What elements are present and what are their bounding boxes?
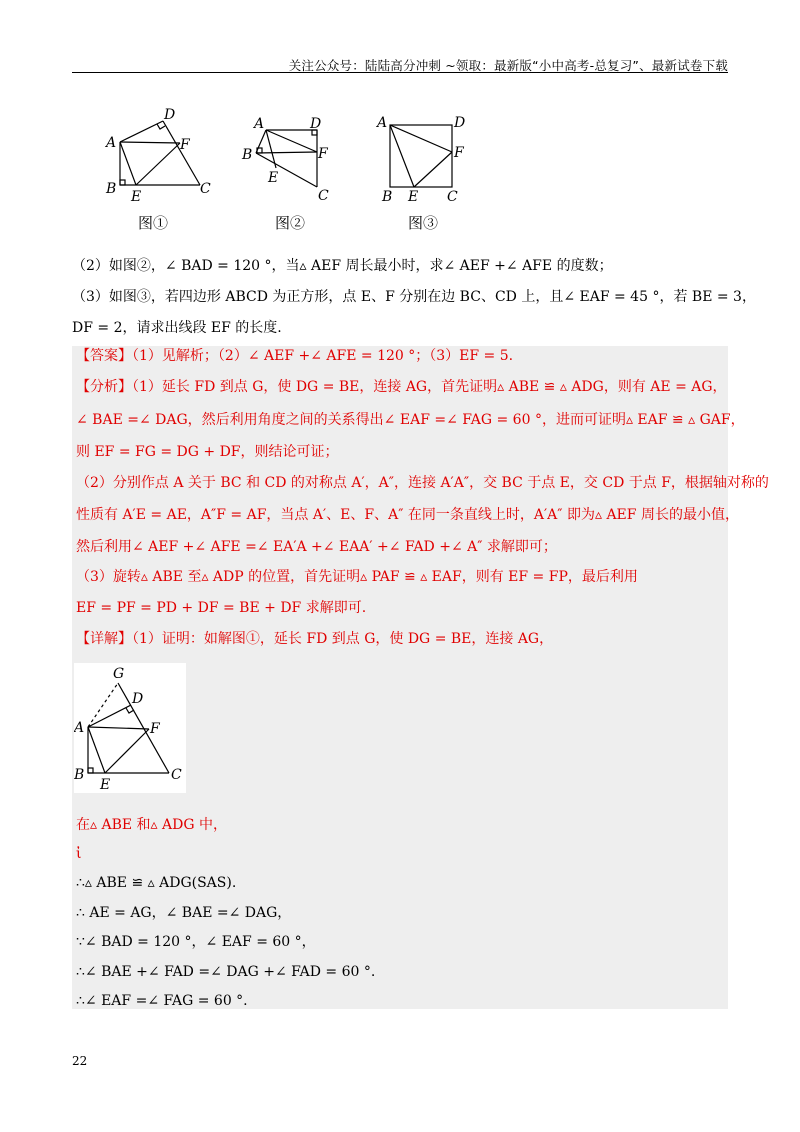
fig2-label-a: A bbox=[254, 116, 265, 132]
fig1-label-e: E bbox=[131, 189, 142, 205]
fig3-label-e: E bbox=[408, 189, 419, 205]
figure-1-caption: 图① bbox=[138, 214, 169, 232]
figure-2-caption: 图② bbox=[275, 214, 306, 232]
fig4-label-b: B bbox=[74, 767, 85, 783]
fig1-label-a: A bbox=[106, 135, 117, 151]
detail-line-6: ∴∠ BAE +∠ FAD =∠ DAG +∠ FAD = 60 °. bbox=[76, 964, 376, 980]
detail-tag: 【详解】 bbox=[76, 631, 132, 647]
detail-line-5: ∵∠ BAD = 120 °，∠ EAF = 60 °， bbox=[76, 934, 316, 950]
detail-line-intro bbox=[76, 629, 553, 649]
fig4-label-d: D bbox=[132, 691, 144, 707]
detail-line-1: 在▵ ABE 和▵ ADG 中， bbox=[76, 817, 227, 833]
header-rule bbox=[72, 72, 728, 73]
detail-line-2: ἰ bbox=[76, 846, 82, 862]
analysis-line-5: 性质有 A′E = AE，A″F = AF，当点 A′、E、F、A″ 在同一条直线上时，A′A″ 即为▵ AEF 周长的最小值， bbox=[76, 507, 739, 523]
fig3-label-c: C bbox=[447, 189, 458, 205]
fig3-label-d: D bbox=[454, 115, 466, 131]
figure-2 bbox=[237, 112, 347, 207]
analysis-tag: 【分析】 bbox=[76, 379, 132, 395]
fig3-label-a: A bbox=[377, 115, 388, 131]
detail-line-4: ∴ AE = AG，∠ BAE =∠ DAG， bbox=[76, 905, 292, 921]
fig2-label-b: B bbox=[242, 147, 253, 163]
fig4-label-c: C bbox=[171, 767, 182, 783]
page-number: 22 bbox=[72, 1054, 88, 1068]
solution-figure-1 bbox=[74, 663, 186, 793]
fig1-label-b: B bbox=[106, 181, 117, 197]
fig4-label-f: F bbox=[150, 721, 160, 737]
answer-text: （1）见解析；（2）∠ AEF +∠ AFE = 120 °；（3）EF = 5. bbox=[132, 348, 514, 364]
fig4-label-e: E bbox=[100, 777, 111, 793]
analysis-line-2: ∠ BAE =∠ DAG，然后利用角度之间的关系得出∠ EAF =∠ FAG = 60 °，进而可证明▵ EAF ≌ ▵ GAF， bbox=[76, 412, 745, 428]
analysis-line-6: 然后利用∠ AEF +∠ AFE =∠ EA′A +∠ EAA′ +∠ FAD +∠ A″ 求解即可； bbox=[76, 539, 557, 555]
analysis-line-7: （3）旋转▵ ABE 至▵ ADP 的位置，首先证明▵ PAF ≌ ▵ EAF，则有 EF = FP，最后利用 bbox=[76, 569, 638, 585]
analysis-line-3: 则 EF = FG = DG + DF，则结论可证； bbox=[76, 444, 339, 460]
fig4-label-g: G bbox=[113, 666, 125, 682]
analysis-line-4: （2）分别作点 A 关于 BC 和 CD 的对称点 A′，A″，连接 A′A″，交 BC 于点 E，交 CD 于点 F，根据轴对称的 bbox=[76, 475, 769, 491]
question-3-line-2: DF = 2，请求出线段 EF 的长度. bbox=[72, 320, 282, 336]
fig1-label-f: F bbox=[180, 137, 190, 153]
fig4-label-a: A bbox=[74, 720, 85, 736]
fig2-label-c: C bbox=[318, 188, 329, 204]
answer-line bbox=[76, 346, 513, 366]
analysis-text-1: （1）延长 FD 到点 G，使 DG = BE，连接 AG，首先证明▵ ABE ≌ ▵ ADG，则有 AE = AG， bbox=[132, 379, 727, 395]
fig3-label-f: F bbox=[454, 145, 464, 161]
question-3-line-1: （3）如图③，若四边形 ABCD 为正方形，点 E、F 分别在边 BC、CD 上，且∠ EAF = 45 °，若 BE = 3， bbox=[72, 289, 756, 305]
fig1-label-c: C bbox=[200, 181, 211, 197]
answer-tag: 【答案】 bbox=[76, 348, 132, 364]
fig2-label-d: D bbox=[310, 116, 322, 132]
detail-intro: （1）证明：如解图①，延长 FD 到点 G，使 DG = BE，连接 AG， bbox=[132, 631, 554, 647]
analysis-line-8: EF = PF = PD + DF = BE + DF 求解即可. bbox=[76, 600, 367, 616]
figure-3-caption: 图③ bbox=[408, 214, 439, 232]
page-header: 关注公众号：陆陆高分冲刺 ~领取：最新版“小中高考-总复习”、最新试卷下载 bbox=[288, 58, 728, 73]
fig1-label-d: D bbox=[164, 107, 176, 123]
detail-line-3: ∴▵ ABE ≌ ▵ ADG(SAS). bbox=[76, 875, 237, 891]
fig2-label-f: F bbox=[318, 146, 328, 162]
analysis-line-1 bbox=[76, 377, 727, 397]
question-2: （2）如图②，∠ BAD = 120 °，当▵ AEF 周长最小时，求∠ AEF +∠ AFE 的度数； bbox=[72, 258, 613, 274]
figure-3 bbox=[372, 105, 472, 205]
figure-1 bbox=[100, 105, 220, 205]
fig3-label-b: B bbox=[382, 189, 393, 205]
fig2-label-e: E bbox=[268, 170, 279, 186]
detail-line-7: ∴∠ EAF =∠ FAG = 60 °. bbox=[76, 993, 248, 1009]
